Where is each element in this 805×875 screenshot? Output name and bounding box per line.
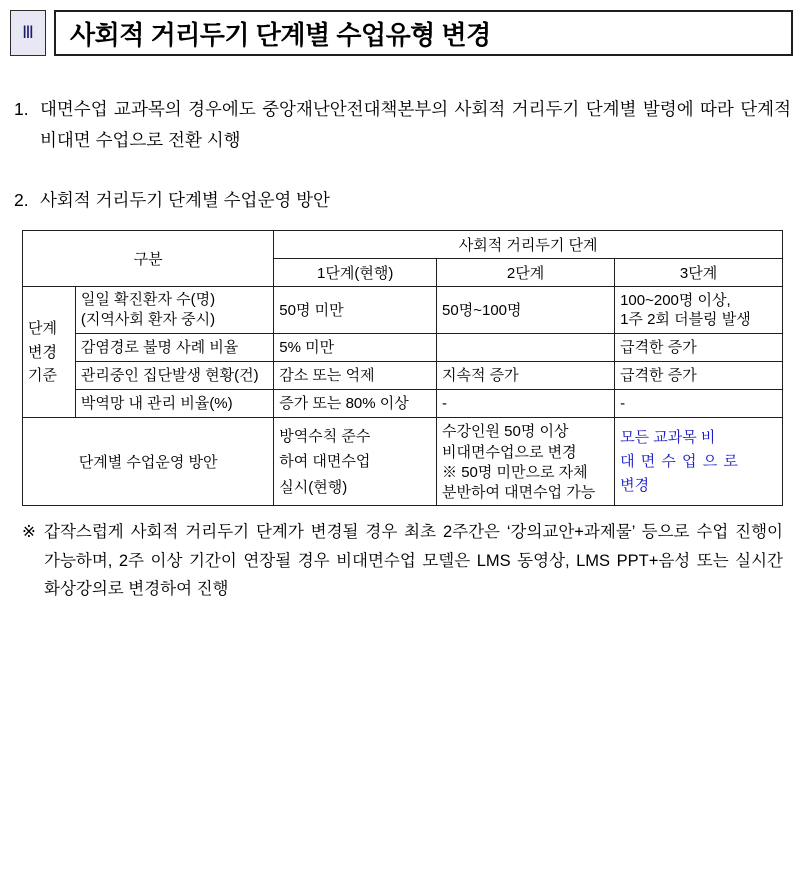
page-title: 사회적 거리두기 단계별 수업유형 변경 xyxy=(54,10,793,56)
cell-stage2 xyxy=(437,334,615,362)
cell-stage3 xyxy=(615,418,783,506)
criterion-name-line: (지역사회 환자 중시) xyxy=(80,311,216,329)
criterion-name-line: 일일 확진환자 수(명) xyxy=(80,290,216,308)
table-header-row xyxy=(23,230,783,258)
cell-stage1: 50명 미만 xyxy=(274,286,437,334)
table-row-operation xyxy=(23,418,783,506)
criterion-name xyxy=(75,362,273,390)
table-row xyxy=(23,334,783,362)
criterion-name xyxy=(75,286,273,334)
cell-stage2: - xyxy=(437,390,615,418)
cell-line: 분반하여 대면수업 가능 xyxy=(442,483,596,501)
cell-stage2 xyxy=(437,418,615,506)
row-label-line: 변경 xyxy=(28,343,57,361)
row-label-line: 기준 xyxy=(28,366,57,384)
list-item-text: 사회적 거리두기 단계별 수업운영 방안 xyxy=(40,190,330,211)
list-item-text: 대면수업 교과목의 경우에도 중앙재난안전대책본부의 사회적 거리두기 단계별 발령에 따라 단계적 비대면 수업으로 전환 시행 xyxy=(40,99,791,150)
criterion-name xyxy=(75,390,273,418)
cell-stage3 xyxy=(615,286,783,334)
criterion-name xyxy=(75,334,273,362)
criterion-name-line: 관리중인 집단발생 현황(건) xyxy=(80,366,259,384)
table-row xyxy=(23,286,783,334)
footnote-text: 갑작스럽게 사회적 거리두기 단계가 변경될 경우 최초 2주간은 ‘강의교안+과제물’ 등으로 수업 진행이 가능하며, 2주 이상 기간이 연장될 경우 비대면수업 모델은 LMS 동영상, LMS PPT+음성 또는 실시간 화상강의로 변경하여 진행 xyxy=(44,523,783,599)
criterion-name-line: 박역망 내 관리 비율(%) xyxy=(80,394,233,412)
row-label-criteria xyxy=(23,286,76,418)
list-item xyxy=(14,185,791,216)
cell-stage2: 지속적 증가 xyxy=(437,362,615,390)
cell-line: 1주 2회 더블링 발생 xyxy=(620,311,751,329)
cell-line: ※ 50명 미만으로 자체 xyxy=(442,464,588,482)
row-label-line: 단계 xyxy=(28,320,57,338)
cell-line: 변경 xyxy=(620,476,650,494)
distancing-stage-table xyxy=(22,230,783,507)
cell-stage3: 급격한 증가 xyxy=(615,362,783,390)
cell-stage1: 5% 미만 xyxy=(274,334,437,362)
list-item-number: 2. xyxy=(14,190,29,211)
cell-stage1: 증가 또는 80% 이상 xyxy=(274,390,437,418)
criterion-name-line: 감염경로 불명 사례 비율 xyxy=(80,338,239,356)
table-row xyxy=(23,362,783,390)
footnote-mark: ※ xyxy=(22,523,36,542)
list-item-number: 1. xyxy=(14,99,29,119)
table-header-group: 사회적 거리두기 단계 xyxy=(274,230,783,258)
cell-line: 100~200명 이상, xyxy=(620,291,731,309)
cell-line: 비대면수업으로 변경 xyxy=(442,444,577,462)
table-row xyxy=(23,390,783,418)
table-header-stage-3: 3단계 xyxy=(615,258,783,286)
cell-line: 모든 교과목 비 xyxy=(620,428,716,446)
table-header-division: 구분 xyxy=(23,230,274,286)
cell-line: 방역수칙 준수 xyxy=(279,427,371,445)
list-item xyxy=(14,94,791,155)
cell-line: 대 면 수 업 으 로 xyxy=(620,452,739,470)
section-number-badge: Ⅲ xyxy=(10,10,46,56)
row-label-operation: 단계별 수업운영 방안 xyxy=(23,418,274,506)
table-header-stage-2: 2단계 xyxy=(437,258,615,286)
cell-line: 하여 대면수업 xyxy=(279,453,371,471)
table-header-stage-1: 1단계(현행) xyxy=(274,258,437,286)
cell-line: 수강인원 50명 이상 xyxy=(442,423,569,441)
cell-stage2: 50명~100명 xyxy=(437,286,615,334)
cell-stage1 xyxy=(274,418,437,506)
document-page xyxy=(0,10,805,875)
cell-line: 실시(현행) xyxy=(279,478,348,496)
footnote xyxy=(22,518,783,603)
cell-stage1: 감소 또는 억제 xyxy=(274,362,437,390)
cell-stage3: - xyxy=(615,390,783,418)
cell-stage3: 급격한 증가 xyxy=(615,334,783,362)
document-header xyxy=(10,10,793,56)
